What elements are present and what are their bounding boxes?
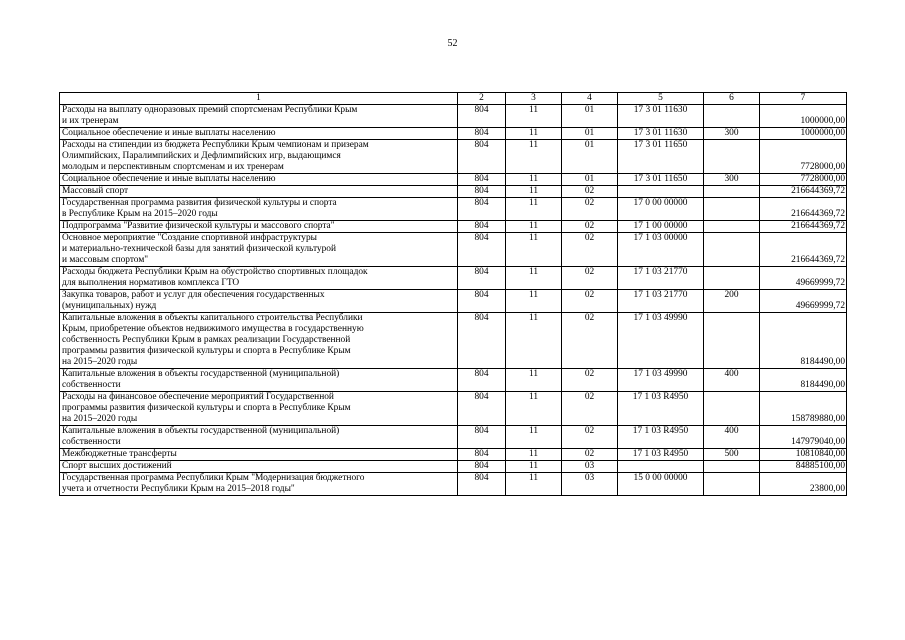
section-code-cell: 11 (506, 198, 562, 221)
ved-code-cell: 804 (458, 473, 506, 496)
row-name-cell: Основное мероприятие "Создание спортивной инфраструктуры и материально-технической базы для занятий физической культурой и массовым спортом" (60, 233, 458, 267)
amount-cell: 84885100,00 (760, 461, 847, 473)
budget-table (59, 92, 847, 496)
header-cell: 1 (60, 93, 458, 105)
ved-code-cell: 804 (458, 186, 506, 198)
table-row (60, 198, 847, 221)
target-article-cell: 17 0 00 00000 (618, 198, 704, 221)
table-row (60, 461, 847, 473)
table-row (60, 290, 847, 313)
expense-type-cell: 200 (704, 290, 760, 313)
expense-type-cell: 400 (704, 426, 760, 449)
table-row (60, 221, 847, 233)
amount-cell: 10810840,00 (760, 449, 847, 461)
ved-code-cell: 804 (458, 369, 506, 392)
subsection-code-cell: 01 (562, 140, 618, 174)
subsection-code-cell: 01 (562, 174, 618, 186)
ved-code-cell: 804 (458, 198, 506, 221)
row-name-cell: Социальное обеспечение и иные выплаты населению (60, 128, 458, 140)
ved-code-cell: 804 (458, 290, 506, 313)
target-article-cell: 17 1 03 21770 (618, 267, 704, 290)
row-name-cell: Капитальные вложения в объекты государственной (муниципальной) собственности (60, 426, 458, 449)
table-row (60, 186, 847, 198)
page-number: 52 (447, 38, 458, 49)
table-row (60, 449, 847, 461)
target-article-cell: 17 3 01 11650 (618, 174, 704, 186)
table-row (60, 392, 847, 426)
amount-cell: 216644369,72 (760, 186, 847, 198)
section-code-cell: 11 (506, 313, 562, 369)
row-name-cell: Государственная программа развития физической культуры и спорта в Республике Крым на 2015–2020 годы (60, 198, 458, 221)
header-cell: 4 (562, 93, 618, 105)
ved-code-cell: 804 (458, 140, 506, 174)
amount-cell: 158789880,00 (760, 392, 847, 426)
subsection-code-cell: 02 (562, 426, 618, 449)
expense-type-cell (704, 186, 760, 198)
amount-cell: 216644369,72 (760, 198, 847, 221)
subsection-code-cell: 02 (562, 392, 618, 426)
row-name-cell: Межбюджетные трансферты (60, 449, 458, 461)
expense-type-cell (704, 473, 760, 496)
target-article-cell: 15 0 00 00000 (618, 473, 704, 496)
section-code-cell: 11 (506, 369, 562, 392)
expense-type-cell (704, 233, 760, 267)
table-row (60, 105, 847, 128)
expense-type-cell (704, 198, 760, 221)
ved-code-cell: 804 (458, 128, 506, 140)
target-article-cell: 17 1 03 21770 (618, 290, 704, 313)
section-code-cell: 11 (506, 233, 562, 267)
subsection-code-cell: 02 (562, 369, 618, 392)
amount-cell: 8184490,00 (760, 313, 847, 369)
expense-type-cell (704, 105, 760, 128)
section-code-cell: 11 (506, 392, 562, 426)
subsection-code-cell: 01 (562, 128, 618, 140)
table-row (60, 128, 847, 140)
expense-type-cell: 400 (704, 369, 760, 392)
header-row (60, 93, 847, 105)
target-article-cell: 17 1 03 49990 (618, 313, 704, 369)
section-code-cell: 11 (506, 140, 562, 174)
row-name-cell: Капитальные вложения в объекты капитального строительства Республики Крым, приобретение объектов недвижимого имущества в государственную собственность Республики Крым в рамках реализации Государственной программы развития физической культуры и спорта в Республике Крым на 2015–2020 годы (60, 313, 458, 369)
header-cell: 5 (618, 93, 704, 105)
target-article-cell: 17 1 00 00000 (618, 221, 704, 233)
ved-code-cell: 804 (458, 174, 506, 186)
ved-code-cell: 804 (458, 426, 506, 449)
subsection-code-cell: 03 (562, 473, 618, 496)
section-code-cell: 11 (506, 174, 562, 186)
section-code-cell: 11 (506, 186, 562, 198)
header-cell: 6 (704, 93, 760, 105)
table-row (60, 174, 847, 186)
expense-type-cell (704, 461, 760, 473)
header-cell: 3 (506, 93, 562, 105)
expense-type-cell (704, 267, 760, 290)
target-article-cell: 17 1 03 R4950 (618, 392, 704, 426)
target-article-cell: 17 1 03 49990 (618, 369, 704, 392)
row-name-cell: Расходы на выплату одноразовых премий спортсменам Республики Крым и их тренерам (60, 105, 458, 128)
table-row (60, 426, 847, 449)
subsection-code-cell: 02 (562, 186, 618, 198)
expense-type-cell: 300 (704, 128, 760, 140)
header-cell: 2 (458, 93, 506, 105)
subsection-code-cell: 02 (562, 290, 618, 313)
row-name-cell: Массовый спорт (60, 186, 458, 198)
section-code-cell: 11 (506, 449, 562, 461)
target-article-cell: 17 1 03 00000 (618, 233, 704, 267)
target-article-cell (618, 186, 704, 198)
amount-cell: 49669999,72 (760, 290, 847, 313)
target-article-cell: 17 3 01 11650 (618, 140, 704, 174)
ved-code-cell: 804 (458, 233, 506, 267)
section-code-cell: 11 (506, 267, 562, 290)
expense-type-cell (704, 221, 760, 233)
table-row (60, 313, 847, 369)
table-row (60, 233, 847, 267)
header-cell: 7 (760, 93, 847, 105)
ved-code-cell: 804 (458, 313, 506, 369)
target-article-cell: 17 3 01 11630 (618, 128, 704, 140)
table-row (60, 267, 847, 290)
row-name-cell: Подпрограмма "Развитие физической культуры и массового спорта" (60, 221, 458, 233)
subsection-code-cell: 02 (562, 221, 618, 233)
ved-code-cell: 804 (458, 105, 506, 128)
row-name-cell: Социальное обеспечение и иные выплаты населению (60, 174, 458, 186)
row-name-cell: Расходы на стипендии из бюджета Республики Крым чемпионам и призерам Олимпийских, Паралимпийских и Дефлимпийских игр, выдающимся молодым и перспективным спортсменам и их тренерам (60, 140, 458, 174)
amount-cell: 216644369,72 (760, 221, 847, 233)
table-row (60, 140, 847, 174)
expense-type-cell (704, 313, 760, 369)
row-name-cell: Спорт высших достижений (60, 461, 458, 473)
section-code-cell: 11 (506, 290, 562, 313)
expense-type-cell (704, 140, 760, 174)
row-name-cell: Расходы на финансовое обеспечение мероприятий Государственной программы развития физической культуры и спорта в Республике Крым на 2015–2020 годы (60, 392, 458, 426)
section-code-cell: 11 (506, 473, 562, 496)
amount-cell: 7728000,00 (760, 174, 847, 186)
table-row (60, 369, 847, 392)
row-name-cell: Закупка товаров, работ и услуг для обеспечения государственных (муниципальных) нужд (60, 290, 458, 313)
amount-cell: 1000000,00 (760, 128, 847, 140)
ved-code-cell: 804 (458, 392, 506, 426)
target-article-cell (618, 461, 704, 473)
amount-cell: 216644369,72 (760, 233, 847, 267)
expense-type-cell: 300 (704, 174, 760, 186)
row-name-cell: Расходы бюджета Республики Крым на обустройство спортивных площадок для выполнения нормативов комплекса ГТО (60, 267, 458, 290)
ved-code-cell: 804 (458, 461, 506, 473)
table-row (60, 473, 847, 496)
ved-code-cell: 804 (458, 267, 506, 290)
subsection-code-cell: 02 (562, 267, 618, 290)
amount-cell: 7728000,00 (760, 140, 847, 174)
amount-cell: 49669999,72 (760, 267, 847, 290)
section-code-cell: 11 (506, 461, 562, 473)
amount-cell: 1000000,00 (760, 105, 847, 128)
target-article-cell: 17 3 01 11630 (618, 105, 704, 128)
subsection-code-cell: 03 (562, 461, 618, 473)
amount-cell: 23800,00 (760, 473, 847, 496)
target-article-cell: 17 1 03 R4950 (618, 449, 704, 461)
section-code-cell: 11 (506, 105, 562, 128)
ved-code-cell: 804 (458, 221, 506, 233)
subsection-code-cell: 02 (562, 233, 618, 267)
section-code-cell: 11 (506, 426, 562, 449)
amount-cell: 147979040,00 (760, 426, 847, 449)
row-name-cell: Государственная программа Республики Крым "Модернизация бюджетного учета и отчетности Республики Крым на 2015–2018 годы" (60, 473, 458, 496)
expense-type-cell: 500 (704, 449, 760, 461)
amount-cell: 8184490,00 (760, 369, 847, 392)
subsection-code-cell: 02 (562, 449, 618, 461)
section-code-cell: 11 (506, 221, 562, 233)
ved-code-cell: 804 (458, 449, 506, 461)
target-article-cell: 17 1 03 R4950 (618, 426, 704, 449)
section-code-cell: 11 (506, 128, 562, 140)
row-name-cell: Капитальные вложения в объекты государственной (муниципальной) собственности (60, 369, 458, 392)
subsection-code-cell: 02 (562, 198, 618, 221)
expense-type-cell (704, 392, 760, 426)
subsection-code-cell: 02 (562, 313, 618, 369)
subsection-code-cell: 01 (562, 105, 618, 128)
